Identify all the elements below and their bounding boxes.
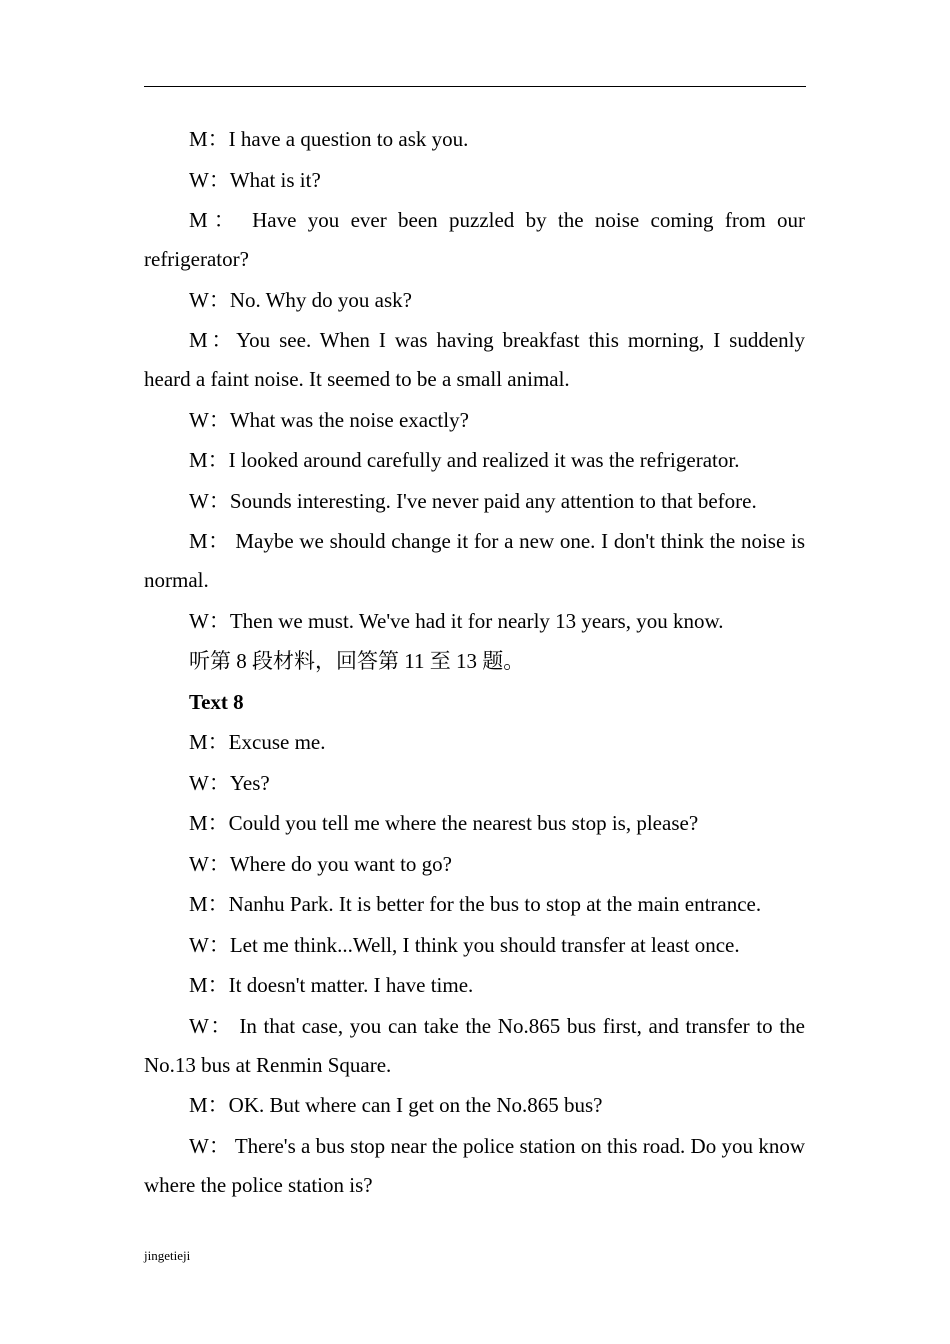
dialogue-line: M：Excuse me. <box>189 730 326 754</box>
dialogue-line: M：You see. When I was having breakfast this morning, I suddenly heard a faint noise. It seemed to be a small animal. <box>144 328 805 391</box>
dialogue-line: W：No. Why do you ask? <box>189 287 412 312</box>
dialogue-line: W：Sounds interesting. I've never paid any attention to that before. <box>189 488 757 513</box>
header-rule <box>144 86 806 87</box>
dialogue-line: 听第 8 段材料，回答第 11 至 13 题。 <box>189 649 525 673</box>
dialogue-line: W：Then we must. We've had it for nearly 13 years, you know. <box>189 608 724 633</box>
dialogue-line: W：Let me think...Well, I think you should transfer at least once. <box>189 932 740 957</box>
dialogue-line: M：Nanhu Park. It is better for the bus to stop at the main entrance. <box>189 892 762 916</box>
dialogue-line: M：Could you tell me where the nearest bus stop is, please? <box>189 811 699 835</box>
document-body <box>144 120 805 1206</box>
page-footer: jingetieji <box>144 1248 191 1263</box>
dialogue-line: M： Have you ever been puzzled by the noise coming from our refrigerator? <box>144 208 805 271</box>
dialogue-line: W：Where do you want to go? <box>189 851 453 876</box>
dialogue-line: M：It doesn't matter. I have time. <box>189 973 474 997</box>
dialogue-line: M：I have a question to ask you. <box>189 127 469 151</box>
section-heading: Text 8 <box>189 689 244 714</box>
dialogue-line: M：I looked around carefully and realized it was the refrigerator. <box>189 448 740 472</box>
dialogue-line: W：Yes? <box>189 770 270 795</box>
dialogue-line: W： In that case, you can take the No.865 bus first, and transfer to the No.13 bus at Renmin Square. <box>144 1013 805 1077</box>
dialogue-line: W：What was the noise exactly? <box>189 407 469 432</box>
dialogue-line: M：OK. But where can I get on the No.865 bus? <box>189 1093 603 1117</box>
dialogue-line: W： There's a bus stop near the police station on this road. Do you know where the police station is? <box>144 1133 805 1197</box>
dialogue-line: M： Maybe we should change it for a new one. I don't think the noise is normal. <box>144 529 805 592</box>
dialogue-line: W：What is it? <box>189 167 321 192</box>
